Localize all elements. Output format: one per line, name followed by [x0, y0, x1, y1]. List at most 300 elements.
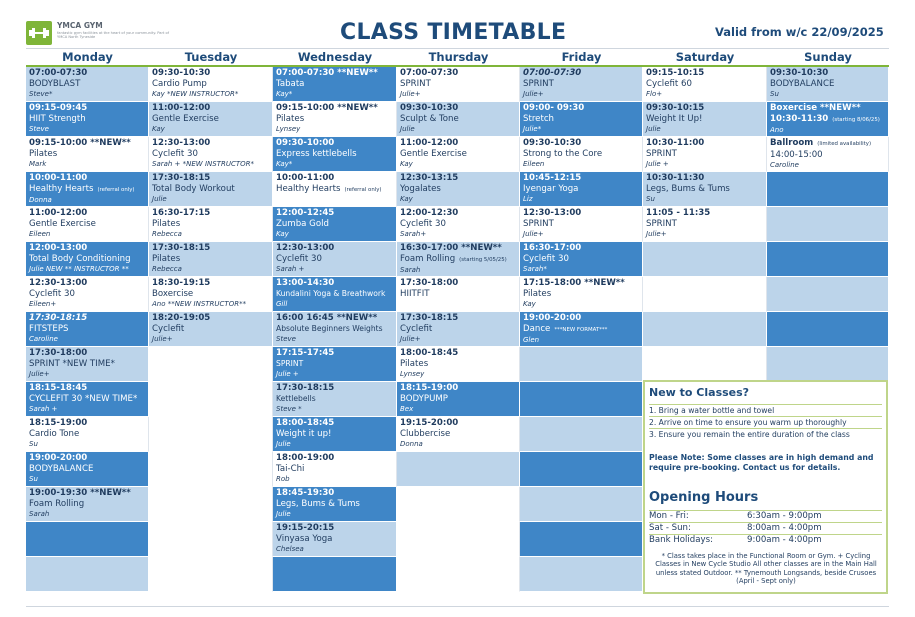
slot-text: Cyclefit 30 [400, 218, 446, 229]
slot-text: 16:30-17:00 [523, 243, 582, 253]
class-time [29, 313, 145, 324]
class-slot [149, 172, 273, 207]
class-time [523, 313, 639, 324]
slot-text: SPRINT [523, 78, 554, 89]
slot-text: Dance [523, 323, 551, 334]
class-instructor [646, 230, 763, 240]
class-slot [149, 312, 273, 347]
slot-text: Kay [152, 124, 165, 133]
slot-text: 18:15-19:00 [29, 418, 88, 428]
class-time [29, 173, 145, 184]
class-name [29, 324, 145, 335]
slot-text: Liz [523, 194, 533, 203]
slot-text: Yogalates [400, 183, 441, 194]
class-name [29, 429, 145, 440]
class-time [400, 243, 516, 254]
class-time [152, 313, 269, 324]
class-instructor [276, 300, 393, 310]
slot-text: Total Body Workout [152, 183, 235, 194]
slot-text: Gill [276, 299, 288, 308]
slot-text: FITSTEPS [29, 323, 69, 334]
slot-text: 09:30-10:30 [152, 68, 211, 78]
pre-booking-note: Please Note: Some classes are in high demand and require pre-booking. Contact us for details. [649, 453, 874, 472]
slot-text: 11:00-12:00 [29, 208, 88, 218]
slot-text: Caroline [770, 160, 799, 169]
class-slot [149, 207, 273, 242]
empty-slot [520, 347, 643, 382]
opening-hours-row [649, 534, 882, 546]
class-time [400, 173, 516, 184]
slot-text: Cyclefit 30 [152, 148, 198, 159]
slot-text: Julie [646, 124, 661, 133]
info-panel [643, 380, 888, 594]
class-name [770, 79, 885, 90]
slot-text: 17:15-17:45 [276, 348, 335, 358]
class-name [400, 184, 516, 195]
slot-text: Tabata [276, 78, 305, 89]
class-name [400, 324, 516, 335]
slot-text: Steve [29, 124, 49, 133]
class-time [523, 68, 639, 79]
class-time [646, 173, 763, 184]
class-time [646, 103, 763, 114]
slot-text: 09:15-10:15 [646, 68, 705, 78]
class-time [29, 208, 145, 219]
slot-text: 10:00-11:00 [29, 173, 88, 183]
slot-note: ***NEW FORMAT*** [554, 326, 608, 333]
class-name [276, 184, 393, 196]
slot-text: Legs, Bums & Tums [276, 498, 360, 509]
class-instructor [152, 230, 269, 240]
class-time [523, 243, 639, 254]
logo-name: YMCA GYM [57, 21, 103, 30]
logo-tagline: fantastic gym facilities at the heart of your community. Part of YMCA North Tyneside [57, 31, 169, 40]
slot-text: Kundalini Yoga & Breathwork [276, 288, 386, 298]
slot-note: (referral only) [344, 186, 382, 193]
class-instructor [29, 265, 145, 275]
opening-hours-heading: Opening Hours [649, 490, 759, 505]
class-slot [149, 67, 273, 102]
slot-text: Kay [276, 229, 289, 238]
slot-text: BODYBLAST [29, 78, 81, 89]
day-header-saturday: Saturday [675, 50, 735, 64]
slot-text: 17:30-18:15 [400, 313, 459, 323]
slot-text: Kay* [276, 89, 293, 98]
class-name [276, 394, 393, 405]
class-instructor [29, 300, 145, 310]
class-time [400, 103, 516, 114]
class-instructor [400, 405, 516, 415]
class-time [646, 208, 763, 219]
class-name [152, 114, 269, 125]
class-instructor [29, 510, 145, 520]
class-instructor [523, 230, 639, 240]
slot-text: Donna [400, 439, 423, 448]
slot-text: 18:15-18:45 [29, 383, 88, 393]
class-slot [643, 102, 767, 137]
class-slot [397, 102, 520, 137]
slot-text: Gentle Exercise [152, 113, 219, 124]
page-title: CLASS TIMETABLE [340, 20, 567, 45]
class-name [152, 324, 269, 335]
slot-text: 12:30-13:00 [29, 278, 88, 288]
class-slot [273, 347, 397, 382]
tip-item: 3. Ensure you remain the entire duration of the class [649, 428, 882, 439]
slot-text: 18:15-19:00 [400, 383, 459, 393]
slot-text: Express kettlebells [276, 148, 357, 159]
slot-text: 12:00-13:00 [29, 243, 88, 253]
class-slot [26, 312, 149, 347]
slot-text: Julie [152, 194, 167, 203]
class-instructor [770, 126, 885, 136]
slot-text: HIITFIT [400, 288, 430, 299]
slot-text: 19:15-20:00 [400, 418, 459, 428]
class-name [29, 184, 145, 196]
class-slot [26, 207, 149, 242]
class-time [29, 418, 145, 429]
empty-slot [149, 487, 273, 522]
class-instructor [29, 230, 145, 240]
slot-text: 07:00-07:30 **NEW** [276, 68, 378, 78]
slot-text: Sarah [400, 265, 421, 274]
class-slot [26, 172, 149, 207]
class-instructor [276, 265, 393, 275]
class-time [276, 488, 393, 499]
empty-slot [397, 487, 520, 522]
class-time [276, 103, 393, 114]
class-name [400, 429, 516, 440]
ymca-logo [26, 21, 174, 47]
header-divider [26, 48, 889, 49]
class-slot [520, 172, 643, 207]
slot-text: Chelsea [276, 544, 304, 553]
empty-slot [397, 557, 520, 592]
slot-text: Sarah + [276, 264, 305, 273]
class-instructor [523, 195, 639, 205]
slot-text: 16:30-17:00 **NEW** [400, 243, 502, 253]
class-name [400, 394, 516, 405]
class-slot [643, 172, 767, 207]
slot-text: Cyclefit 30 [276, 253, 322, 264]
class-instructor [400, 440, 516, 450]
slot-text: Julie+ [29, 369, 50, 378]
slot-text: 09:00- 09:30 [523, 103, 585, 113]
slot-text: 09:30-10:30 [770, 68, 829, 78]
slot-text: 13:00-14:30 [276, 278, 335, 288]
empty-slot [643, 312, 767, 347]
class-slot [273, 522, 397, 557]
hours-label: Bank Holidays: [649, 535, 713, 545]
slot-text: Foam Rolling [29, 498, 85, 509]
slot-text: Lynsey [276, 124, 301, 133]
class-time [276, 173, 393, 184]
class-instructor [646, 90, 763, 100]
class-time [400, 383, 516, 394]
slot-text: Cyclefit 30 [29, 288, 75, 299]
day-header-thursday: Thursday [428, 50, 489, 64]
slot-text: Clubbercise [400, 428, 451, 439]
class-instructor [400, 160, 516, 170]
class-time [770, 114, 885, 126]
slot-text: 16:00 16:45 **NEW** [276, 313, 378, 323]
slot-text: Julie* [523, 124, 542, 133]
empty-slot [767, 312, 889, 347]
class-instructor [152, 90, 269, 100]
class-slot [26, 67, 149, 102]
slot-text: 12:30-13:00 [276, 243, 335, 253]
slot-text: Eileen [29, 229, 51, 238]
slot-text: 12:00-12:45 [276, 208, 335, 218]
class-name [276, 79, 393, 90]
slot-text: Bex [400, 404, 414, 413]
slot-text: 07:00-07:30 [523, 68, 582, 78]
slot-text: Rob [276, 474, 290, 483]
hours-value: 6:30am - 9:00pm [747, 511, 822, 521]
slot-text: Cyclefit 30 [523, 253, 569, 264]
class-name [29, 219, 145, 230]
slot-text: Foam Rolling [400, 253, 456, 264]
slot-text: Steve * [276, 404, 302, 413]
class-slot [397, 207, 520, 242]
slot-text: Gentle Exercise [400, 148, 467, 159]
slot-text: 16:30-17:15 [152, 208, 211, 218]
slot-text: 12:30-13:00 [523, 208, 582, 218]
class-instructor [276, 510, 393, 520]
tip-item: 1. Bring a water bottle and towel [649, 404, 882, 415]
class-instructor [523, 336, 639, 346]
valid-from: Valid from w/c 22/09/2025 [715, 25, 884, 39]
class-slot [397, 67, 520, 102]
class-time [276, 278, 393, 289]
slot-text: 17:30-18:15 [276, 383, 335, 393]
empty-slot [520, 452, 643, 487]
class-time [276, 138, 393, 149]
empty-slot [767, 347, 889, 382]
slot-text: 18:00-18:45 [400, 348, 459, 358]
class-slot [273, 417, 397, 452]
class-name [400, 289, 516, 300]
slot-text: 12:30-13:00 [152, 138, 211, 148]
slot-note: (referral only) [97, 186, 135, 193]
class-time [29, 243, 145, 254]
empty-slot [149, 557, 273, 592]
empty-slot [149, 417, 273, 452]
class-slot [26, 242, 149, 277]
slot-text: Rebecca [152, 264, 182, 273]
empty-slot [149, 347, 273, 382]
class-slot [520, 312, 643, 347]
new-to-classes-heading: New to Classes? [649, 386, 750, 399]
class-slot [26, 417, 149, 452]
class-slot [397, 137, 520, 172]
slot-text: Stretch [523, 113, 554, 124]
empty-slot [520, 382, 643, 417]
class-instructor [646, 195, 763, 205]
class-instructor [400, 125, 516, 135]
empty-slot [26, 557, 149, 592]
class-slot [397, 312, 520, 347]
hours-value: 9:00am - 4:00pm [747, 535, 822, 545]
slot-text: 18:00-18:45 [276, 418, 335, 428]
slot-text: Cardio Pump [152, 78, 207, 89]
class-instructor [276, 440, 393, 450]
class-name [276, 254, 393, 265]
slot-text: Tai-Chi [276, 463, 305, 474]
slot-text: Julie [276, 439, 291, 448]
class-time [276, 418, 393, 429]
class-instructor [276, 335, 393, 345]
class-name [276, 149, 393, 160]
class-time [523, 278, 639, 289]
slot-text: Total Body Conditioning [29, 253, 131, 264]
class-time [400, 138, 516, 149]
empty-slot [767, 207, 889, 242]
slot-text: 10:30-11:00 [646, 138, 705, 148]
class-name [400, 149, 516, 160]
class-time [276, 523, 393, 534]
class-slot [149, 102, 273, 137]
class-name [29, 114, 145, 125]
slot-text: Pilates [276, 113, 305, 124]
slot-text: 18:00-19:00 [276, 453, 335, 463]
class-instructor [29, 440, 145, 450]
class-slot [397, 347, 520, 382]
slot-text: 10:45-12:15 [523, 173, 582, 183]
slot-text: Sarah + [29, 404, 58, 413]
class-name [400, 219, 516, 230]
slot-text: 19:00-19:30 **NEW** [29, 488, 131, 498]
slot-text: 17:15-18:00 **NEW** [523, 278, 625, 288]
class-slot [149, 137, 273, 172]
slot-text: Weight it up! [276, 428, 332, 439]
class-time [29, 488, 145, 499]
slot-text: Julie+ [523, 89, 544, 98]
class-slot [643, 137, 767, 172]
slot-text: 09:15-10:00 **NEW** [276, 103, 378, 113]
slot-text: 10:00-11:00 [276, 173, 335, 183]
class-time [29, 383, 145, 394]
class-instructor [770, 161, 885, 171]
class-name [523, 184, 639, 195]
empty-slot [149, 382, 273, 417]
class-instructor [29, 196, 145, 206]
class-name [29, 359, 145, 370]
class-name [400, 359, 516, 370]
class-slot [273, 487, 397, 522]
slot-text: Julie [400, 124, 415, 133]
slot-note: (limited availability) [817, 141, 872, 147]
class-name [770, 150, 885, 161]
class-slot [767, 137, 889, 172]
class-time [276, 68, 393, 79]
hours-value: 8:00am - 4:00pm [747, 523, 822, 533]
class-instructor [29, 160, 145, 170]
class-time [152, 243, 269, 254]
slot-text: Su [646, 194, 655, 203]
slot-text: Healthy Hearts [276, 183, 341, 194]
class-name [29, 79, 145, 90]
slot-text: 11:05 - 11:35 [646, 208, 711, 218]
class-slot [273, 242, 397, 277]
tip-item: 2. Arrive on time to ensure you warm up thoroughly [649, 416, 882, 427]
class-slot [273, 137, 397, 172]
slot-text: 17:30-18:15 [152, 173, 211, 183]
class-instructor [276, 160, 393, 170]
slot-text: Boxercise [152, 288, 194, 299]
slot-text: Julie+ [400, 334, 421, 343]
class-time [276, 383, 393, 394]
empty-slot [643, 277, 767, 312]
slot-text: Kay* [276, 159, 293, 168]
slot-text: Pilates [152, 218, 181, 229]
class-time [400, 348, 516, 359]
slot-text: SPRINT [400, 78, 431, 89]
slot-text: Gentle Exercise [29, 218, 96, 229]
dumbbell-icon [26, 21, 52, 45]
class-name [523, 79, 639, 90]
class-instructor [646, 160, 763, 170]
class-instructor [400, 266, 516, 276]
class-instructor [152, 335, 269, 345]
slot-text: Absolute Beginners Weights [276, 323, 383, 333]
slot-text: Vinyasa Yoga [276, 533, 333, 544]
slot-text: Eileen+ [29, 299, 57, 308]
class-instructor [523, 160, 639, 170]
slot-text: Iyengar Yoga [523, 183, 579, 194]
class-name [276, 289, 393, 300]
class-slot [26, 277, 149, 312]
slot-text: 11:00-12:00 [152, 103, 211, 113]
class-instructor [152, 265, 269, 275]
class-time [29, 138, 145, 149]
slot-note: (starting 5/05/25) [459, 256, 507, 263]
class-instructor [276, 90, 393, 100]
class-instructor [400, 335, 516, 345]
class-slot [26, 137, 149, 172]
class-name [523, 324, 639, 336]
class-instructor [152, 195, 269, 205]
slot-text: Sculpt & Tone [400, 113, 459, 124]
class-slot [520, 137, 643, 172]
slot-text: Weight It Up! [646, 113, 703, 124]
class-slot [397, 242, 520, 277]
slot-text: Pilates [400, 358, 429, 369]
slot-text: 09:30-10:30 [400, 103, 459, 113]
slot-text: 19:00-20:00 [523, 313, 582, 323]
slot-text: 17:30-18:00 [29, 348, 88, 358]
slot-text: Ano [770, 125, 784, 134]
class-name [276, 464, 393, 475]
empty-slot [767, 277, 889, 312]
class-slot [273, 207, 397, 242]
class-slot [643, 207, 767, 242]
class-time [276, 313, 393, 324]
empty-slot [767, 242, 889, 277]
class-name [523, 149, 639, 160]
class-time [152, 138, 269, 149]
slot-text: Kettlebells [276, 393, 316, 403]
slot-note: (starting 8/06/25) [832, 116, 880, 123]
slot-text: SPRINT [523, 218, 554, 229]
slot-text: Kay [523, 299, 536, 308]
slot-text: Eileen [523, 159, 545, 168]
slot-text: BODYBALANCE [770, 78, 835, 89]
slot-text: HIIT Strength [29, 113, 86, 124]
slot-text: Glen [523, 335, 540, 344]
class-instructor [400, 90, 516, 100]
class-name [276, 114, 393, 125]
slot-text: Julie+ [400, 89, 421, 98]
